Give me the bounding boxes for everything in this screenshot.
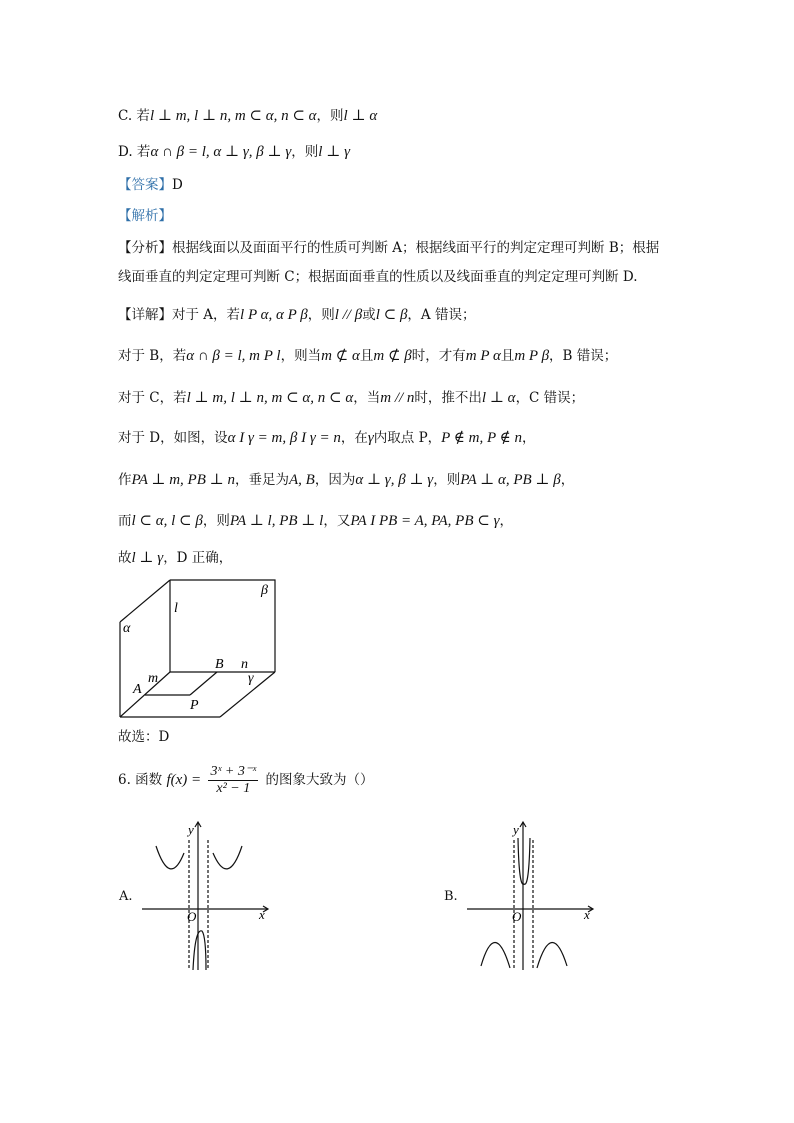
fraction: $\frac{\text{3ˣ + 3⁻ˣ}}{\text{x² − 1}}$ <box>210 764 257 796</box>
fenxi-line-1: 【分析】根据线面以及面面平行的性质可判断 A；根据线面平行的判定定理可判断 B；根据 <box>118 240 660 256</box>
question-6: 6. 函数 f(x) = $\frac{\text{3ˣ + 3⁻ˣ}}{\text{x² − 1}}$ 的图象大致为（） <box>118 764 374 796</box>
choice-line: 故选：D <box>118 729 170 745</box>
fenxi-line-2: 线面垂直的判定定理可判断 C；根据面面垂直的性质以及线面垂直的判定定理可判断 D. <box>118 269 638 285</box>
a-origin-label: O <box>187 909 197 924</box>
option-a-label: A. <box>119 889 133 904</box>
option-b-label: B. <box>444 889 458 904</box>
detail-line-c: 对于 C，若l ⊥ m, l ⊥ n, m ⊂ α, n ⊂ α，当m // n时，推不出l ⊥ α，C 错误； <box>118 390 585 406</box>
b-x-label: x <box>584 907 590 922</box>
label-beta: β <box>261 583 268 598</box>
label-n: n <box>241 657 248 672</box>
analysis-tag: 【解析】 <box>118 208 172 224</box>
label-gamma: γ <box>248 671 254 686</box>
detail-line-a: 【详解】对于 A，若l P α, α P β，则l // β或l ⊂ β，A 错误； <box>118 307 476 323</box>
label-alpha: α <box>123 621 131 636</box>
detail-line-er: 而l ⊂ α, l ⊂ β，则PA ⊥ l, PB ⊥ l，又PA I PB = A, PA, PB ⊂ γ， <box>118 513 513 529</box>
answer-line: 【答案】D <box>118 177 183 193</box>
detail-line-zuo: 作PA ⊥ m, PB ⊥ n，垂足为A, B，因为α ⊥ γ, β ⊥ γ，则PA ⊥ α, PB ⊥ β， <box>118 472 575 488</box>
option-d-line: D. 若α ∩ β = l, α ⊥ γ, β ⊥ γ，则l ⊥ γ <box>118 144 350 160</box>
label-b: B <box>215 657 224 672</box>
option-c-line: C. 若l ⊥ m, l ⊥ n, m ⊂ α, n ⊂ α，则l ⊥ α <box>118 108 378 124</box>
detail-line-d: 对于 D，如图，设α I γ = m, β I γ = n，在γ内取点 P，P ∉ m, P ∉ n， <box>118 430 536 446</box>
a-y-label: y <box>188 822 194 837</box>
a-x-label: x <box>259 907 265 922</box>
label-p: P <box>190 698 199 713</box>
b-y-label: y <box>513 822 519 837</box>
detail-line-b: 对于 B，若α ∩ β = l, m P l，则当m ⊄ α且m ⊄ β时，才有m P α且m P β，B 错误； <box>118 348 618 364</box>
label-l: l <box>174 601 178 616</box>
option-a-graph <box>140 818 275 973</box>
detail-line-gu: 故l ⊥ γ，D 正确， <box>118 550 233 566</box>
label-m: m <box>148 671 159 686</box>
label-a: A <box>133 682 142 697</box>
geometry-figure <box>115 572 285 722</box>
option-b-graph <box>465 818 600 973</box>
b-origin-label: O <box>512 909 522 924</box>
